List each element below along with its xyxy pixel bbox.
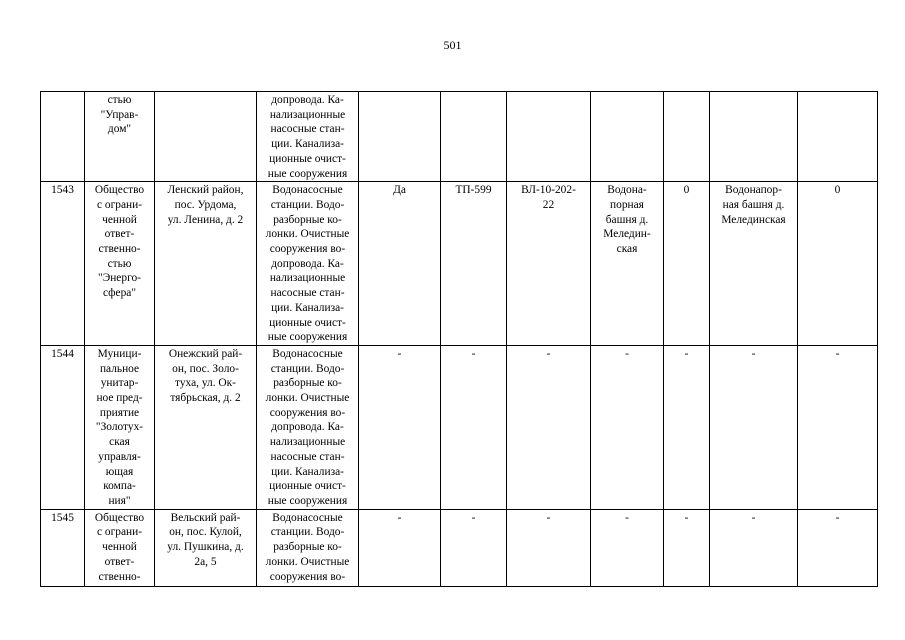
objects-line: ные сооружения	[267, 331, 348, 344]
organization-line: ственно-	[98, 243, 141, 256]
objects-line: допровода. Ка-	[271, 94, 344, 106]
organization-line: ченной	[102, 541, 137, 554]
organization-cell	[85, 509, 155, 586]
table-row	[41, 509, 878, 586]
objects-line: ции. Канализа-	[271, 138, 344, 151]
col9-cell	[664, 92, 710, 182]
col7-cell	[507, 92, 591, 182]
col11-cell	[798, 92, 878, 182]
objects-cell	[257, 509, 359, 586]
col11-line: -	[835, 511, 840, 524]
address-cell	[155, 509, 257, 586]
col8-cell	[591, 509, 664, 586]
col10-cell	[710, 509, 798, 586]
col10-line: -	[751, 347, 756, 360]
col8-line: порная	[610, 198, 644, 211]
col5-cell	[359, 182, 441, 346]
objects-line: насосные стан-	[270, 450, 345, 463]
col10-cell	[710, 182, 798, 346]
objects-line: Водонасосные	[272, 347, 343, 360]
objects-line: сооружения во-	[269, 406, 346, 419]
col6-cell	[441, 345, 507, 509]
organization-line: Общество	[94, 184, 145, 197]
organization-line: ное пред-	[96, 392, 143, 405]
objects-line: ционные очист-	[269, 480, 346, 493]
table-row	[41, 182, 878, 346]
objects-cell	[257, 92, 359, 182]
table-row	[41, 345, 878, 509]
address-line: Ленский район,	[167, 184, 244, 197]
objects-line: разборные ко-	[273, 213, 342, 226]
data-table	[40, 91, 878, 587]
organization-cell	[85, 92, 155, 182]
organization-cell	[85, 345, 155, 509]
objects-line: лонки. Очистные	[265, 228, 350, 241]
objects-line: допровода. Ка-	[271, 257, 344, 270]
address-cell	[155, 345, 257, 509]
col9-line: 0	[683, 184, 690, 197]
col6-line: ТП-599	[455, 184, 492, 197]
address-cell	[155, 182, 257, 346]
row-number-cell	[41, 92, 85, 182]
address-line: ул. Пушкина, д.	[167, 541, 244, 554]
organization-line: стью	[107, 94, 132, 106]
objects-line: нализационные	[269, 436, 346, 449]
col6-cell	[441, 92, 507, 182]
row-number-cell: 1545	[41, 509, 85, 586]
col8-line: Водона-	[607, 184, 647, 197]
organization-line: с ограни-	[96, 198, 142, 211]
objects-cell	[257, 345, 359, 509]
col11-line: -	[835, 347, 840, 360]
page-number: 501	[443, 38, 462, 52]
address-line: 2а, 5	[194, 555, 217, 568]
col11-line: 0	[834, 184, 841, 197]
col10-line: Мелединская	[721, 213, 786, 226]
organization-line: ченной	[102, 213, 137, 226]
col8-cell	[591, 345, 664, 509]
col10-cell	[710, 345, 798, 509]
col5-line: -	[397, 347, 402, 360]
objects-line: станции. Водо-	[270, 198, 345, 211]
col7-cell	[507, 345, 591, 509]
col10-line: Водонапор-	[725, 184, 782, 197]
table-row	[41, 92, 878, 182]
organization-line: ственно-	[98, 570, 141, 583]
address-line: ул. Ленина, д. 2	[167, 213, 244, 226]
organization-line: стью	[107, 257, 132, 270]
objects-cell	[257, 182, 359, 346]
objects-line: ные сооружения	[267, 494, 348, 507]
objects-line: нализационные	[269, 272, 346, 285]
organization-line: ответ-	[104, 555, 135, 568]
objects-line: допровода. Ка-	[271, 421, 344, 434]
address-line: туха, ул. Ок-	[175, 377, 236, 390]
col7-line: ВЛ-10-202-	[521, 184, 576, 197]
address-line: тябрьская, д. 2	[170, 392, 241, 405]
col9-line: -	[684, 347, 689, 360]
organization-line: "Управ-	[100, 108, 139, 121]
objects-line: разборные ко-	[273, 377, 342, 390]
organization-line: ответ-	[104, 228, 135, 241]
col6-line: -	[471, 347, 476, 360]
organization-line: унитар-	[100, 377, 139, 390]
col6-cell	[441, 182, 507, 346]
col5-line: -	[397, 511, 402, 524]
col7-line: -	[546, 511, 551, 524]
objects-line: лонки. Очистные	[265, 392, 350, 405]
address-line: пос. Урдома,	[174, 198, 237, 211]
col5-cell	[359, 92, 441, 182]
col6-line: -	[471, 511, 476, 524]
organization-cell	[85, 182, 155, 346]
objects-line: ционные очист-	[269, 316, 346, 329]
objects-line: ные сооружения	[267, 167, 348, 180]
col8-cell	[591, 92, 664, 182]
col10-cell	[710, 92, 798, 182]
table-body	[41, 92, 878, 587]
organization-line: с ограни-	[96, 526, 142, 539]
organization-line: ния"	[108, 494, 131, 507]
col8-line: ская	[616, 243, 638, 256]
col7-cell	[507, 509, 591, 586]
organization-line: "Золотух-	[95, 421, 144, 434]
objects-line: ционные очист-	[269, 152, 346, 165]
col10-line: ная башня д.	[722, 198, 785, 211]
objects-line: сооружения во-	[269, 570, 346, 583]
organization-line: дом"	[107, 123, 132, 136]
row-number-cell: 1544	[41, 345, 85, 509]
objects-line: ции. Канализа-	[271, 301, 344, 314]
col9-cell	[664, 509, 710, 586]
col5-line: Да	[393, 184, 406, 197]
objects-line: насосные стан-	[270, 123, 345, 136]
col11-cell	[798, 509, 878, 586]
organization-line: Муници-	[97, 347, 142, 360]
organization-line: приятие	[99, 406, 140, 419]
organization-line: управля-	[98, 450, 141, 463]
col8-line: Меледин-	[603, 228, 651, 241]
col7-line: 22	[542, 198, 555, 211]
objects-line: насосные стан-	[270, 287, 345, 300]
col10-line: -	[751, 511, 756, 524]
objects-line: разборные ко-	[273, 541, 342, 554]
col6-cell	[441, 509, 507, 586]
organization-line: пальное	[99, 362, 140, 375]
col8-line: башня д.	[605, 213, 649, 226]
objects-line: лонки. Очистные	[265, 555, 350, 568]
organization-line: сфера"	[102, 287, 137, 300]
objects-line: сооружения во-	[269, 243, 346, 256]
col7-line: -	[546, 347, 551, 360]
organization-line: "Энерго-	[98, 272, 141, 285]
col9-cell	[664, 182, 710, 346]
col8-cell	[591, 182, 664, 346]
col8-line: -	[625, 511, 629, 524]
organization-line: ская	[109, 436, 130, 449]
objects-line: станции. Водо-	[270, 526, 345, 539]
objects-line: нализационные	[269, 108, 346, 121]
address-line: Вельский рай-	[170, 511, 241, 524]
address-cell	[155, 92, 257, 182]
organization-line: ющая	[105, 465, 134, 478]
col5-cell	[359, 509, 441, 586]
organization-line: компа-	[103, 480, 136, 493]
objects-line: Водонасосные	[272, 511, 343, 524]
address-line: Онежский рай-	[168, 347, 243, 360]
col7-cell	[507, 182, 591, 346]
objects-line: станции. Водо-	[270, 362, 345, 375]
col9-line: -	[684, 511, 689, 524]
col11-cell	[798, 345, 878, 509]
col8-line: -	[625, 347, 629, 360]
col9-cell	[664, 345, 710, 509]
objects-line: Водонасосные	[272, 184, 343, 197]
col5-cell	[359, 345, 441, 509]
address-line: он, пос. Золо-	[172, 362, 239, 375]
objects-line: ции. Канализа-	[271, 465, 344, 478]
address-line: он, пос. Кулой,	[169, 526, 242, 539]
row-number-cell: 1543	[41, 182, 85, 346]
col11-cell	[798, 182, 878, 346]
organization-line: Общество	[94, 511, 145, 524]
